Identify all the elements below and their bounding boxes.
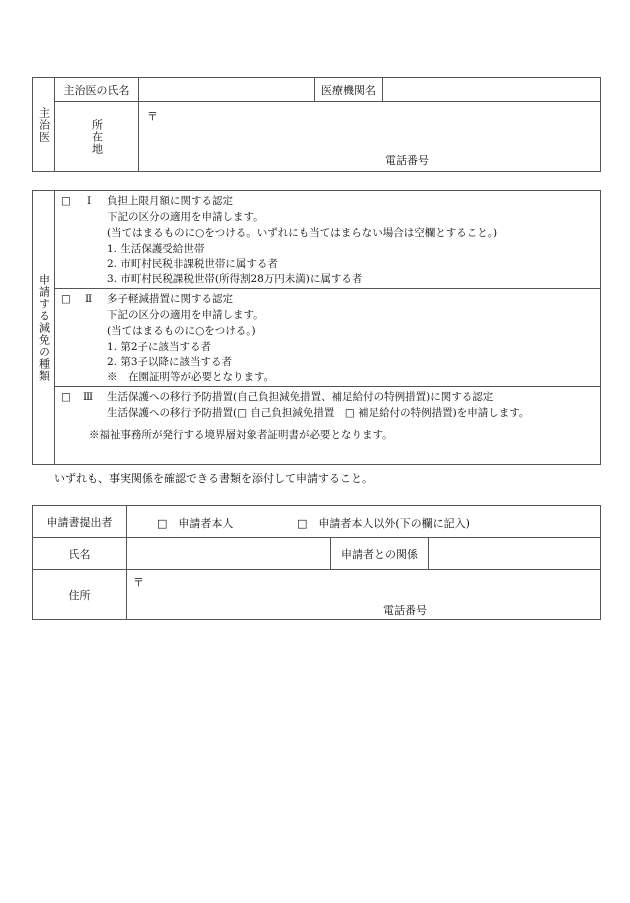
- section3-checkbox[interactable]: □: [61, 391, 71, 403]
- section1-line2: (当てはまるものに○をつける。いずれにも当てはまらない場合は空欄とすること。): [107, 227, 498, 239]
- institution-field[interactable]: [383, 78, 601, 102]
- submitter-name-field[interactable]: [127, 538, 331, 570]
- section2-item-1: 1. 第2子に該当する者: [107, 341, 212, 353]
- submitter-table: [32, 505, 601, 620]
- physician-address-label: 所在地: [55, 102, 139, 172]
- section-2: [55, 289, 601, 387]
- submitter-option-other[interactable]: □ 申請者本人以外(下の欄に記入): [297, 517, 470, 530]
- submitter-options: [127, 506, 601, 538]
- physician-side-label: 主治医: [33, 78, 55, 172]
- submitter-address-label: 住所: [33, 570, 127, 620]
- section3-title: 生活保護への移行予防措置(自己負担減免措置、補足給付の特例措置)に関する認定: [107, 391, 494, 403]
- relation-field[interactable]: [429, 538, 601, 570]
- relation-label: 申請者との関係: [331, 538, 429, 570]
- section1-title: 負担上限月額に関する認定: [107, 195, 233, 207]
- section1-item-1: 1. 生活保護受給世帯: [107, 243, 205, 255]
- section2-item-3: ※ 在園証明等が必要となります。: [107, 371, 275, 383]
- phone-label: 電話番号: [385, 154, 429, 167]
- physician-name-label: 主治医の氏名: [55, 78, 139, 102]
- submitter-option-self[interactable]: □ 申請者本人: [157, 517, 234, 530]
- section1-item-3: 3. 市町村民税課税世帯(所得割28万円未満)に属する者: [107, 273, 363, 285]
- section3-numeral: Ⅲ: [83, 391, 94, 403]
- section2-numeral: Ⅱ: [85, 293, 93, 305]
- section3-note: ※福祉事務所が発行する境界層対象者証明書が必要となります。: [89, 429, 393, 441]
- submitter-postal-mark: 〒: [133, 576, 144, 589]
- submitter-name-label: 氏名: [33, 538, 127, 570]
- section2-line1: 下記の区分の適用を申請します。: [107, 309, 264, 321]
- section2-title: 多子軽減措置に関する認定: [107, 293, 233, 305]
- section-3: [55, 387, 601, 465]
- postal-mark: 〒: [147, 110, 158, 123]
- section2-item-2: 2. 第3子以降に該当する者: [107, 356, 233, 368]
- section1-item-2: 2. 市町村民税非課税世帯に属する者: [107, 258, 278, 270]
- physician-address-field[interactable]: [139, 102, 601, 172]
- section1-line1: 下記の区分の適用を申請します。: [107, 211, 264, 223]
- section2-checkbox[interactable]: □: [61, 293, 71, 305]
- section-1: [55, 191, 601, 289]
- section1-checkbox[interactable]: □: [61, 195, 71, 207]
- physician-table: [32, 77, 601, 172]
- section3-line1: 生活保護への移行予防措置(□ 自己負担減免措置 □ 補足給付の特例措置)を申請します。: [107, 407, 530, 419]
- reduction-side-label: 申請する減免の種類: [33, 191, 55, 465]
- submitter-address-field[interactable]: [127, 570, 601, 620]
- submitter-phone-label: 電話番号: [383, 604, 427, 617]
- submitter-label: 申請書提出者: [33, 506, 127, 538]
- section1-numeral: Ⅰ: [87, 195, 92, 207]
- physician-name-field[interactable]: [139, 78, 315, 102]
- institution-label: 医療機関名: [315, 78, 383, 102]
- reduction-table: [32, 190, 601, 465]
- footnote: いずれも、事実関係を確認できる書類を添付して申請すること。: [54, 472, 373, 485]
- section2-line2: (当てはまるものに○をつける。): [107, 325, 256, 337]
